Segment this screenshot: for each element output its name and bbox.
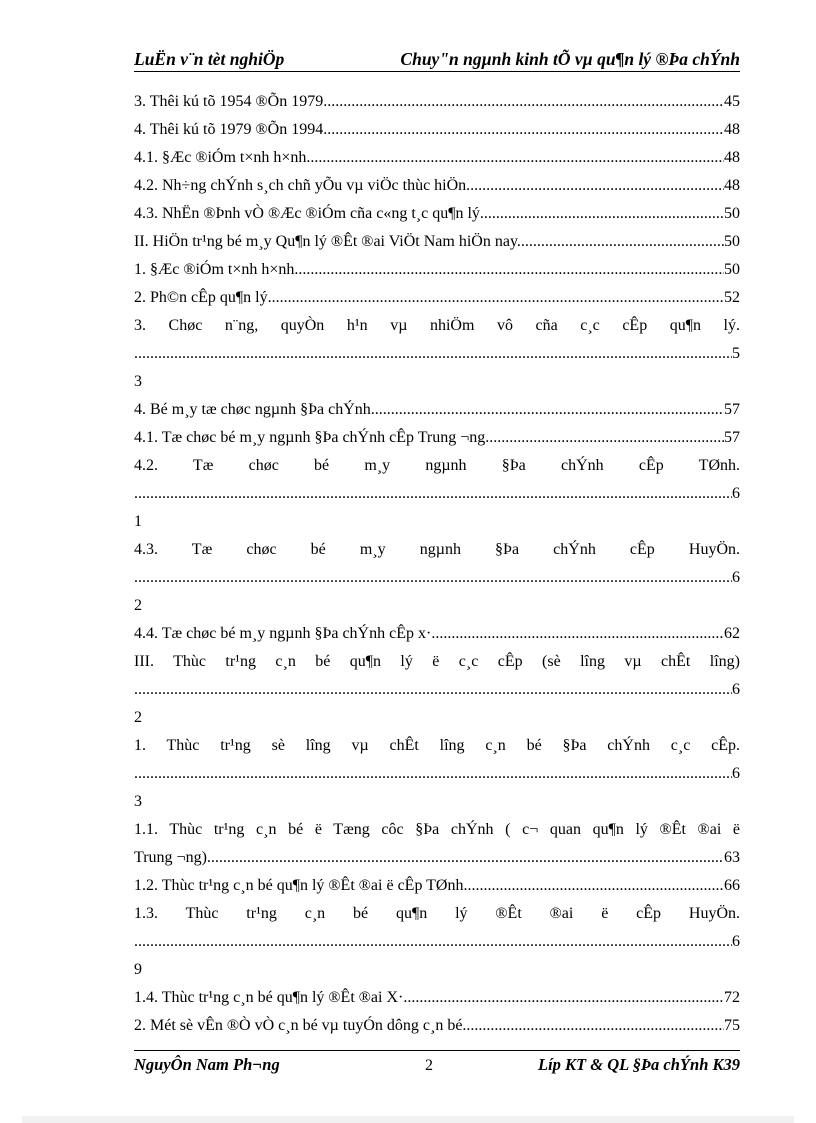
toc-entry: 4.4. Tæ chøc bé m¸y ngµnh §Þa chÝnh cÊp x· ..... 62 — [134, 620, 740, 648]
toc-entry-dots: ..... 6 — [134, 928, 740, 956]
toc-entry-dots: ..... 5 — [134, 340, 740, 368]
toc-entry: 4.2. Nh÷ng chÝnh s¸ch chñ yÕu vµ viÖc thùc hiÖn. ..... 48 — [134, 172, 740, 200]
page-bottom-strip — [22, 1116, 794, 1123]
toc-page-wrap: 2 — [134, 597, 142, 614]
toc-page-wrap: 1 — [134, 513, 142, 530]
toc-entry: 2. Ph©n cÊp qu¶n lý ..... 52 — [134, 284, 740, 312]
header-right-title: Chuy"n ngµnh kinh tÕ vµ qu¶n lý ®Þa chÝnh — [400, 49, 740, 69]
toc-entry: 4.3. NhËn ®Þnh vÒ ®Æc ®iÓm cña c«ng t¸c qu¶n lý. ..... 50 — [134, 200, 740, 228]
toc-entry: 4. Bé m¸y tæ chøc ngµnh §Þa chÝnh. ..... 57 — [134, 396, 740, 424]
footer-author: NguyÔn Nam Ph¬ng — [134, 1055, 280, 1074]
toc-entry-justified: 1.3. Thùc tr¹ng c¸n bé qu¶n lý ®Êt ®ai ë cÊp HuyÖn. — [134, 905, 740, 922]
running-header — [134, 49, 740, 72]
toc-entry: 4.1. Tæ chøc bé m¸y ngµnh §Þa chÝnh cÊp Trung ¬ng. ..... 57 — [134, 424, 740, 452]
toc-entry: 1. §Æc ®iÓm t×nh h×nh.. ..... 50 — [134, 256, 740, 284]
toc-entry-justified: 4.3. Tæ chøc bé m¸y ngµnh §Þa chÝnh cÊp HuyÖn. — [134, 541, 740, 558]
toc-page-wrap: 2 — [134, 709, 142, 726]
toc-page-wrap: 3 — [134, 793, 142, 810]
toc-entry: Trung ¬ng). ..... 63 — [134, 844, 740, 872]
toc-entry-dots: ..... 6 — [134, 480, 740, 508]
toc-entry: 4. Thêi kú tõ 1979 ®Õn 1994. ..... 48 — [134, 116, 740, 144]
toc-entry: 2. Mét sè vÊn ®Ò vÒ c¸n bé vµ tuyÓn dông c¸n bé ..... 75 — [134, 1012, 740, 1040]
table-of-contents — [134, 88, 740, 1040]
footer-class: Líp KT & QL §Þa chÝnh K39 — [538, 1055, 740, 1074]
toc-entry-justified: 1.1. Thùc tr¹ng c¸n bé ë Tæng côc §Þa chÝnh ( c¬ quan qu¶n lý ®Êt ®ai ë — [134, 821, 740, 838]
toc-entry-dots: ..... 6 — [134, 760, 740, 788]
toc-entry: 1.2. Thùc tr¹ng c¸n bé qu¶n lý ®Êt ®ai ë cÊp TØnh. ..... 66 — [134, 872, 740, 900]
toc-entry-dots: ..... 6 — [134, 676, 740, 704]
toc-entry-justified: 3. Chøc n¨ng, quyÒn h¹n vµ nhiÖm vô cña c¸c cÊp qu¶n lý. — [134, 317, 740, 334]
toc-entry-justified: 4.2. Tæ chøc bé m¸y ngµnh §Þa chÝnh cÊp TØnh. — [134, 457, 740, 474]
toc-entry: 1.4. Thùc tr¹ng c¸n bé qu¶n lý ®Êt ®ai X· ..... 72 — [134, 984, 740, 1012]
footer-page-number: 2 — [425, 1057, 433, 1074]
toc-entry: 3. Thêi kú tõ 1954 ®Õn 1979. ..... 45 — [134, 88, 740, 116]
toc-entry-justified: 1. Thùc tr¹ng sè lîng vµ chÊt lîng c¸n bé §Þa chÝnh c¸c cÊp. — [134, 737, 740, 754]
toc-entry-justified: III. Thùc tr¹ng c¸n bé qu¶n lý ë c¸c cÊp (sè lîng vµ chÊt lîng) — [134, 653, 740, 670]
toc-entry: II. HiÖn tr¹ng bé m¸y Qu¶n lý ®Êt ®ai ViÖt Nam hiÖn nay. ..... 50 — [134, 228, 740, 256]
footer-divider — [134, 1050, 740, 1051]
toc-entry: 4.1. §Æc ®iÓm t×nh h×nh. ..... 48 — [134, 144, 740, 172]
toc-page-wrap: 3 — [134, 373, 142, 390]
toc-entry-dots: ..... 6 — [134, 564, 740, 592]
header-left-title: LuËn v¨n tèt nghiÖp — [134, 49, 285, 69]
toc-page-wrap: 9 — [134, 961, 142, 978]
